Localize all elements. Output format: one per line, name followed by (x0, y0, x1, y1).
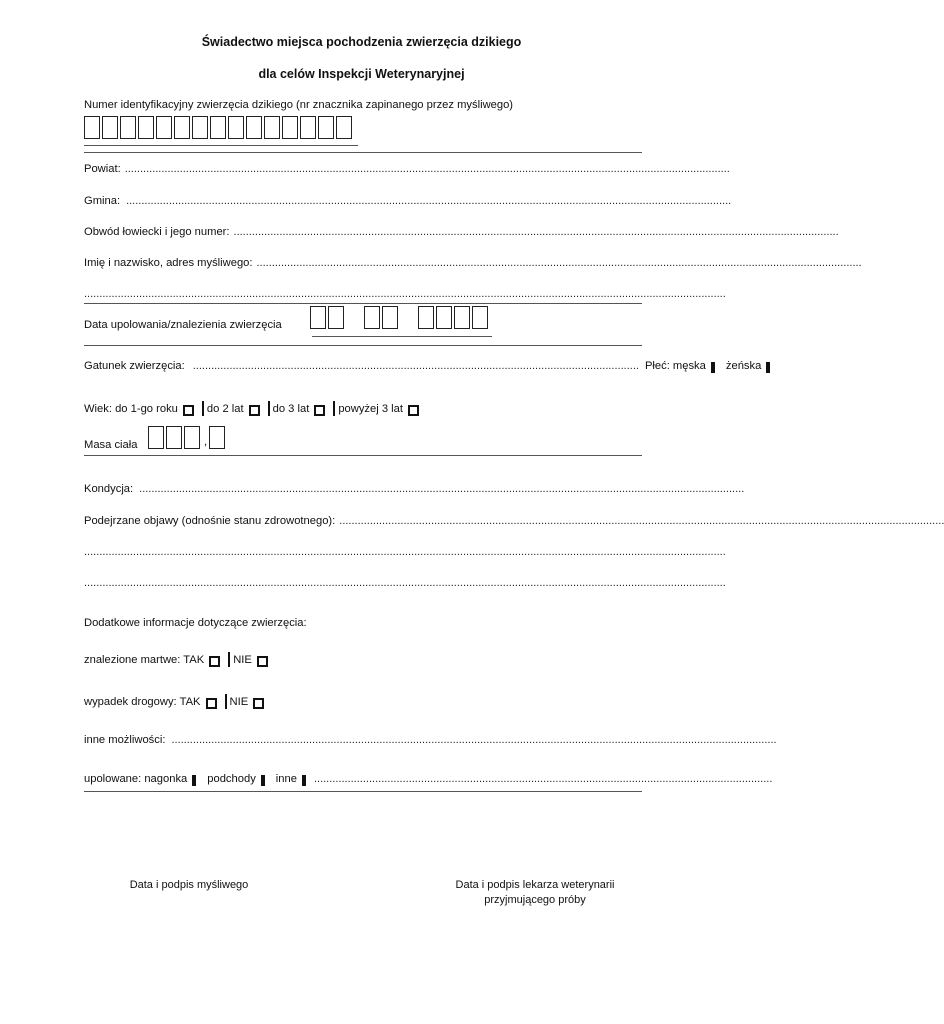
id-box (300, 116, 316, 139)
objawy-field[interactable]: ...................................................................................................................................................................................................... (339, 515, 944, 527)
date-boxes[interactable] (310, 306, 490, 329)
inne-mozliwosci-label: inne możliwości: (84, 734, 166, 746)
divider (84, 455, 642, 456)
day-box (328, 306, 344, 329)
inne-mozliwosci-field[interactable]: ...................................................................................................................................................................................................... (171, 734, 777, 746)
id-box (138, 116, 154, 139)
gmina-field[interactable]: ...................................................................................................................................................................................................... (126, 195, 732, 207)
gatunek-row (84, 358, 762, 373)
imie-label: Imię i nazwisko, adres myśliwego: (84, 257, 253, 269)
month-box (364, 306, 380, 329)
martwe-no-checkbox[interactable] (257, 656, 268, 667)
data-label: Data upolowania/znalezienia zwierzęcia (84, 319, 282, 331)
vet-signature-line-2: przyjmującego próby (484, 894, 586, 906)
imie-field[interactable]: ...................................................................................................................................................................................................... (256, 257, 862, 269)
podchody-label: podchody (207, 773, 256, 785)
divider (84, 345, 642, 346)
wypadek-no-label: NIE (229, 696, 249, 708)
kondycja-row (84, 482, 745, 496)
day-box (310, 306, 326, 329)
age-3-checkbox[interactable] (314, 405, 325, 416)
id-box (84, 116, 100, 139)
year-box (418, 306, 434, 329)
kondycja-field[interactable]: ...................................................................................................................................................................................................... (139, 483, 745, 495)
id-box (336, 116, 352, 139)
id-box (264, 116, 280, 139)
gatunek-field[interactable]: .................................................................................................................................................. (192, 360, 639, 372)
martwe-yes-checkbox[interactable] (209, 656, 220, 667)
powiat-row (84, 162, 730, 176)
id-box (282, 116, 298, 139)
separator (202, 401, 204, 416)
powiat-field[interactable]: ...................................................................................................................................................................................................... (124, 163, 730, 175)
upolowane-label: upolowane: nagonka (84, 773, 188, 785)
year-box (436, 306, 452, 329)
obwod-row (84, 225, 839, 239)
wiek-label: Wiek: do 1-go roku (84, 403, 178, 415)
separator (225, 694, 227, 709)
martwe-no-label: NIE (233, 654, 252, 666)
podchody-checkbox[interactable] (261, 775, 265, 786)
inne-mozliwosci-row (84, 733, 777, 747)
wypadek-row (84, 694, 264, 709)
plec-label: Płeć: męska (644, 360, 706, 372)
wiek-row (84, 401, 419, 416)
inne-field[interactable]: ...................................................................................................................................................... (313, 773, 773, 785)
id-box (156, 116, 172, 139)
martwe-label: znalezione martwe: TAK (84, 654, 205, 666)
female-checkbox[interactable] (766, 362, 770, 373)
gmina-label: Gmina: (84, 195, 121, 207)
age-3-label: do 3 lat (272, 403, 310, 415)
id-box (210, 116, 226, 139)
year-box (454, 306, 470, 329)
form-subtitle: dla celów Inspekcji Weterynaryjnej (258, 67, 465, 81)
hunter-signature-label: Data i podpis myśliwego (129, 879, 249, 891)
divider (84, 791, 642, 792)
vet-signature-label (430, 878, 640, 908)
masa-boxes[interactable] (148, 426, 227, 449)
mass-box (148, 426, 164, 449)
separator (228, 652, 230, 667)
id-underline (84, 145, 358, 146)
upolowane-row (84, 771, 773, 786)
adres-field[interactable]: .................................................................................................................................................................................................................. (84, 288, 726, 300)
separator (333, 401, 335, 416)
objawy-row (84, 514, 944, 528)
dodatkowe-label: Dodatkowe informacje dotyczące zwierzęcia: (84, 617, 307, 629)
masa-label: Masa ciała (84, 439, 138, 451)
age-2-checkbox[interactable] (249, 405, 260, 416)
obwod-label: Obwód łowiecki i jego numer: (84, 226, 230, 238)
age-4-checkbox[interactable] (408, 405, 419, 416)
powiat-label: Powiat: (84, 163, 121, 175)
id-box (246, 116, 262, 139)
age-4-label: powyżej 3 lat (338, 403, 403, 415)
mass-comma: , (204, 436, 208, 448)
wypadek-label: wypadek drogowy: TAK (84, 696, 201, 708)
age-1-checkbox[interactable] (183, 405, 194, 416)
divider (84, 152, 642, 153)
form-title: Świadectwo miejsca pochodzenia zwierzęcia dzikiego (201, 35, 522, 49)
imie-row (84, 256, 862, 270)
inne-checkbox[interactable] (302, 775, 306, 786)
id-box (318, 116, 334, 139)
kondycja-label: Kondycja: (84, 483, 134, 495)
age-2-label: do 2 lat (206, 403, 244, 415)
martwe-row (84, 652, 268, 667)
wypadek-yes-checkbox[interactable] (206, 698, 217, 709)
id-label: Numer identyfikacyjny zwierzęcia dzikiego (nr znacznika zapinanego przez myśliwego) (84, 99, 514, 111)
vet-signature-line-1: Data i podpis lekarza weterynarii (455, 879, 615, 891)
wypadek-no-checkbox[interactable] (253, 698, 264, 709)
obwod-field[interactable]: ...................................................................................................................................................................................................... (233, 226, 839, 238)
id-box (120, 116, 136, 139)
mass-box (184, 426, 200, 449)
male-checkbox[interactable] (711, 362, 715, 373)
objawy-label: Podejrzane objawy (odnośnie stanu zdrowotnego): (84, 515, 336, 527)
female-label: żeńska (725, 360, 762, 372)
objawy-line-2[interactable]: .................................................................................................................................................................................................................. (84, 546, 726, 558)
id-number-boxes[interactable] (84, 116, 354, 139)
id-box (228, 116, 244, 139)
id-box (192, 116, 208, 139)
separator (268, 401, 270, 416)
id-box (102, 116, 118, 139)
id-box (174, 116, 190, 139)
month-box (382, 306, 398, 329)
objawy-line-3[interactable]: .................................................................................................................................................................................................................. (84, 577, 726, 589)
inne-label: inne (275, 773, 297, 785)
divider (84, 303, 642, 304)
date-underline (312, 336, 492, 337)
mass-box (166, 426, 182, 449)
gatunek-label: Gatunek zwierzęcia: (84, 360, 185, 372)
nagonka-checkbox[interactable] (192, 775, 196, 786)
mass-decimal-box (209, 426, 225, 449)
gmina-row (84, 194, 732, 208)
year-box (472, 306, 488, 329)
